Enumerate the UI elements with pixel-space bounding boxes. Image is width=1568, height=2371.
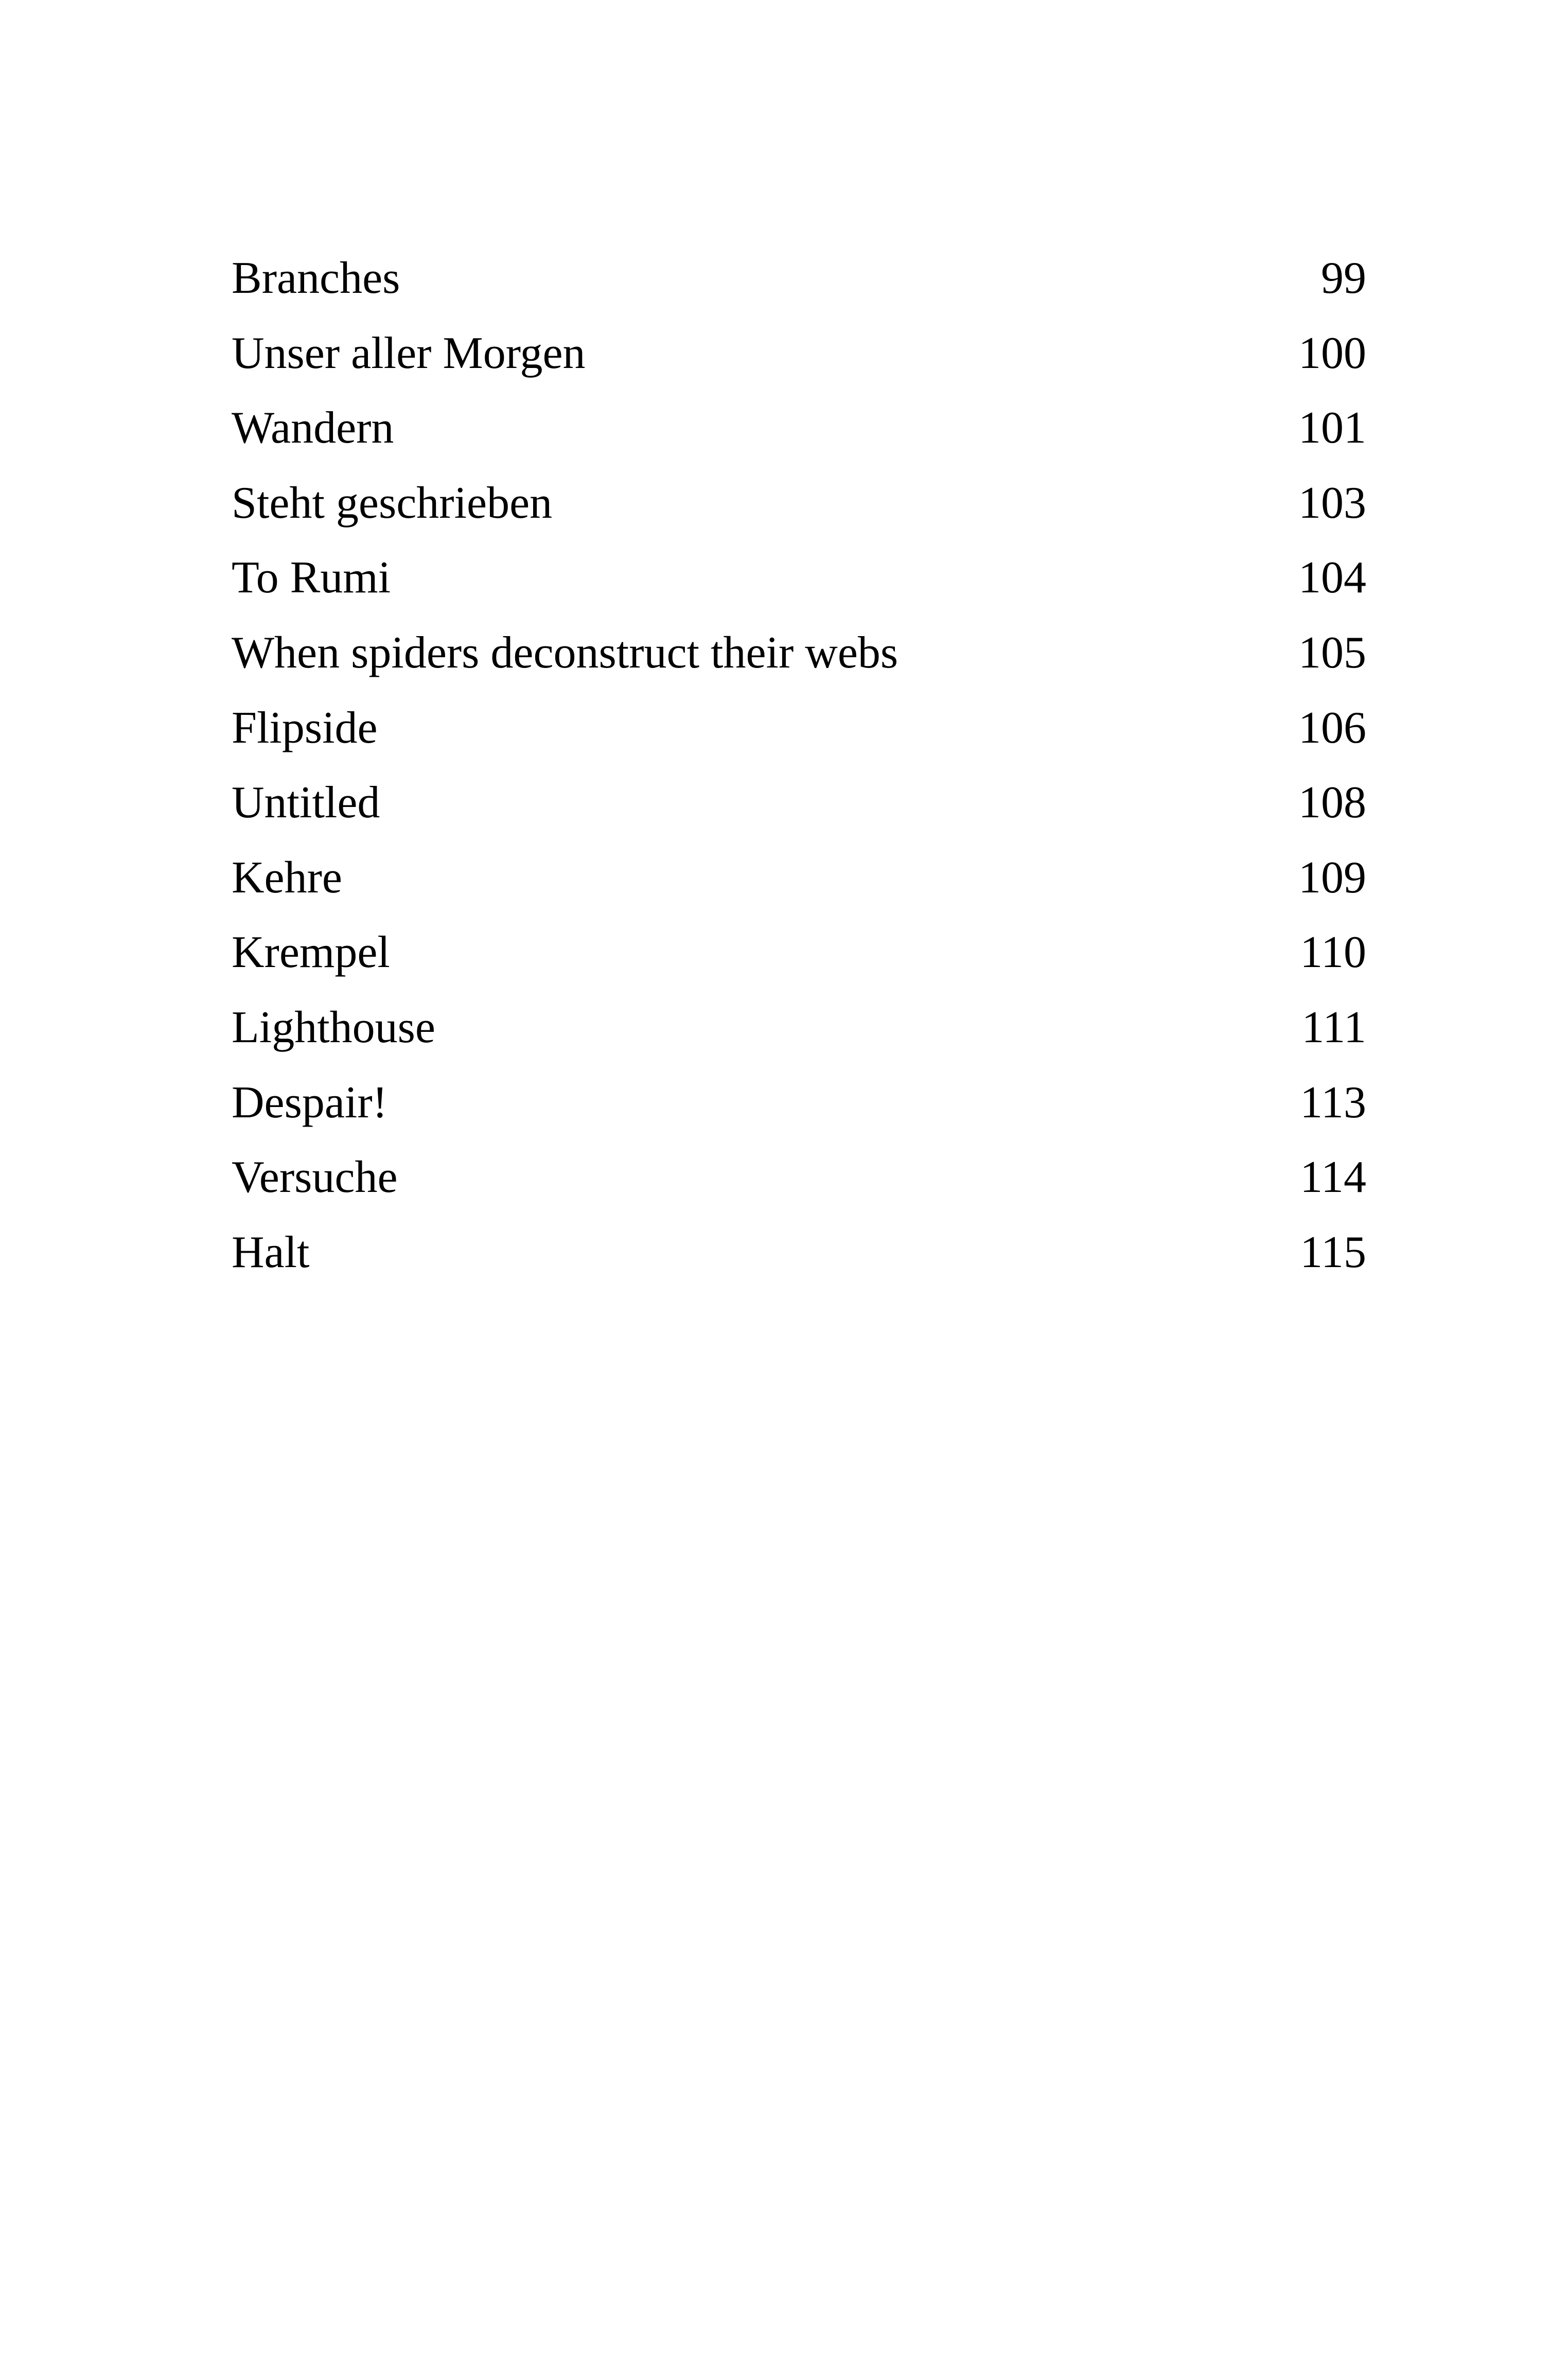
- toc-entry-title: To Rumi: [232, 553, 391, 603]
- toc-entry-title: Steht geschrieben: [232, 478, 553, 528]
- toc-entry: [232, 327, 1366, 402]
- toc-entry: [232, 1226, 1366, 1302]
- toc-entry-page-number: 109: [1298, 852, 1366, 903]
- toc-entry: [232, 1151, 1366, 1226]
- toc-entry-title: When spiders deconstruct their webs: [232, 627, 898, 678]
- toc-entry-page-number: 114: [1300, 1152, 1366, 1203]
- toc-entry-page-number: 103: [1298, 478, 1366, 528]
- toc-entry-page-number: 101: [1298, 403, 1366, 453]
- toc-entry-title: Halt: [232, 1227, 310, 1277]
- toc-entry-page-number: 108: [1298, 778, 1366, 828]
- toc-entry-page-number: 110: [1300, 927, 1366, 978]
- toc-entry: [232, 702, 1366, 777]
- toc-entry: [232, 926, 1366, 1002]
- toc-entry-page-number: 111: [1301, 1002, 1366, 1052]
- toc-entry-page-number: 113: [1300, 1077, 1366, 1128]
- table-of-contents: [232, 252, 1366, 1301]
- toc-entry: [232, 1002, 1366, 1077]
- toc-entry-page-number: 104: [1298, 553, 1366, 603]
- toc-entry-title: Wandern: [232, 403, 394, 453]
- toc-entry-title: Versuche: [232, 1152, 398, 1203]
- toc-entry-page-number: 106: [1298, 702, 1366, 753]
- toc-entry-title: Flipside: [232, 702, 378, 753]
- toc-entry-title: Kehre: [232, 852, 342, 903]
- toc-entry-page-number: 105: [1298, 627, 1366, 678]
- toc-entry-title: Lighthouse: [232, 1002, 435, 1052]
- toc-entry-title: Branches: [232, 253, 400, 303]
- toc-entry-page-number: 100: [1298, 328, 1366, 378]
- toc-entry: [232, 552, 1366, 627]
- toc-entry: [232, 252, 1366, 327]
- toc-entry-title: Untitled: [232, 778, 380, 828]
- toc-entry: [232, 627, 1366, 702]
- toc-entry: [232, 777, 1366, 852]
- toc-entry-page-number: 115: [1300, 1227, 1366, 1277]
- toc-entry: [232, 852, 1366, 927]
- toc-entry-title: Despair!: [232, 1077, 387, 1128]
- toc-entry: [232, 477, 1366, 552]
- toc-entry-title: Krempel: [232, 927, 390, 978]
- toc-entry-title: Unser aller Morgen: [232, 328, 586, 378]
- toc-entry-page-number: 99: [1321, 253, 1366, 303]
- toc-entry: [232, 1077, 1366, 1152]
- toc-entry: [232, 402, 1366, 477]
